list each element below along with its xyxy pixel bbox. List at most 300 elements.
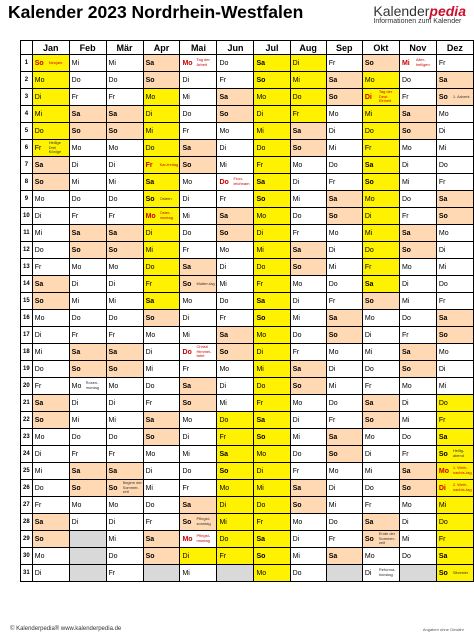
day-cell[interactable] — [399, 480, 436, 497]
day-cell[interactable] — [143, 174, 180, 191]
day-cell[interactable] — [254, 565, 290, 582]
day-cell[interactable] — [290, 463, 326, 480]
day-cell[interactable] — [436, 327, 473, 344]
day-cell[interactable] — [69, 242, 106, 259]
day-cell[interactable] — [106, 242, 143, 259]
day-cell[interactable] — [32, 361, 69, 378]
day-cell[interactable] — [32, 497, 69, 514]
day-cell[interactable] — [143, 497, 180, 514]
day-cell[interactable] — [254, 310, 290, 327]
day-cell[interactable] — [69, 276, 106, 293]
day-cell[interactable] — [143, 208, 180, 225]
day-cell[interactable] — [217, 293, 254, 310]
day-cell[interactable] — [254, 208, 290, 225]
day-cell[interactable] — [436, 463, 473, 480]
day-cell[interactable] — [106, 412, 143, 429]
day-cell[interactable] — [254, 429, 290, 446]
day-cell[interactable] — [106, 548, 143, 565]
day-cell[interactable] — [326, 344, 362, 361]
day-cell[interactable] — [362, 344, 399, 361]
day-cell[interactable] — [399, 208, 436, 225]
day-cell[interactable] — [143, 361, 180, 378]
day-cell[interactable] — [180, 191, 217, 208]
day-cell[interactable] — [69, 514, 106, 531]
day-cell[interactable] — [290, 191, 326, 208]
day-cell[interactable] — [254, 378, 290, 395]
day-cell[interactable] — [106, 395, 143, 412]
day-cell[interactable] — [399, 446, 436, 463]
day-cell[interactable] — [69, 225, 106, 242]
day-cell[interactable] — [106, 344, 143, 361]
day-cell[interactable] — [254, 344, 290, 361]
day-cell[interactable] — [32, 565, 69, 582]
day-cell[interactable] — [217, 378, 254, 395]
day-cell[interactable] — [362, 548, 399, 565]
day-cell[interactable] — [326, 429, 362, 446]
day-cell[interactable] — [217, 531, 254, 548]
day-cell[interactable] — [217, 225, 254, 242]
day-cell[interactable] — [290, 276, 326, 293]
day-cell[interactable] — [180, 497, 217, 514]
day-cell[interactable] — [326, 276, 362, 293]
day-cell[interactable] — [362, 89, 399, 106]
day-cell[interactable] — [32, 412, 69, 429]
day-cell[interactable] — [106, 276, 143, 293]
day-cell[interactable] — [399, 191, 436, 208]
day-cell[interactable] — [180, 480, 217, 497]
day-cell[interactable] — [436, 497, 473, 514]
day-cell[interactable] — [326, 497, 362, 514]
day-cell[interactable] — [326, 531, 362, 548]
day-cell[interactable] — [143, 259, 180, 276]
day-cell[interactable] — [106, 106, 143, 123]
day-cell[interactable] — [290, 497, 326, 514]
day-cell[interactable] — [217, 157, 254, 174]
day-cell[interactable] — [254, 497, 290, 514]
day-cell[interactable] — [143, 123, 180, 140]
day-cell[interactable] — [180, 72, 217, 89]
day-cell[interactable] — [290, 72, 326, 89]
day-cell[interactable] — [32, 310, 69, 327]
day-cell[interactable] — [399, 361, 436, 378]
day-cell[interactable] — [326, 242, 362, 259]
day-cell[interactable] — [399, 548, 436, 565]
day-cell[interactable] — [180, 89, 217, 106]
day-cell[interactable] — [436, 225, 473, 242]
day-cell[interactable] — [217, 72, 254, 89]
day-cell[interactable] — [143, 310, 180, 327]
day-cell[interactable] — [399, 429, 436, 446]
day-cell[interactable] — [254, 174, 290, 191]
day-cell[interactable] — [180, 276, 217, 293]
day-cell[interactable] — [32, 327, 69, 344]
day-cell[interactable] — [436, 89, 473, 106]
day-cell[interactable] — [106, 208, 143, 225]
day-cell[interactable] — [254, 191, 290, 208]
day-cell[interactable] — [290, 412, 326, 429]
day-cell[interactable] — [32, 140, 69, 157]
day-cell[interactable] — [106, 123, 143, 140]
day-cell[interactable] — [106, 327, 143, 344]
day-cell[interactable] — [326, 412, 362, 429]
day-cell[interactable] — [290, 395, 326, 412]
day-cell[interactable] — [254, 123, 290, 140]
day-cell[interactable] — [399, 395, 436, 412]
day-cell[interactable] — [436, 293, 473, 310]
day-cell[interactable] — [217, 106, 254, 123]
day-cell[interactable] — [143, 225, 180, 242]
day-cell[interactable] — [290, 106, 326, 123]
day-cell[interactable] — [399, 242, 436, 259]
day-cell[interactable] — [436, 378, 473, 395]
day-cell[interactable] — [69, 259, 106, 276]
day-cell[interactable] — [290, 344, 326, 361]
day-cell[interactable] — [399, 344, 436, 361]
day-cell[interactable] — [180, 565, 217, 582]
day-cell[interactable] — [217, 55, 254, 72]
day-cell[interactable] — [362, 412, 399, 429]
day-cell[interactable] — [290, 378, 326, 395]
day-cell[interactable] — [399, 293, 436, 310]
day-cell[interactable] — [180, 412, 217, 429]
day-cell[interactable] — [436, 548, 473, 565]
day-cell[interactable] — [399, 497, 436, 514]
day-cell[interactable] — [143, 72, 180, 89]
day-cell[interactable] — [290, 55, 326, 72]
day-cell[interactable] — [254, 361, 290, 378]
day-cell[interactable] — [32, 89, 69, 106]
day-cell[interactable] — [217, 242, 254, 259]
day-cell[interactable] — [362, 123, 399, 140]
day-cell[interactable] — [436, 531, 473, 548]
day-cell[interactable] — [217, 361, 254, 378]
day-cell[interactable] — [143, 429, 180, 446]
day-cell[interactable] — [290, 514, 326, 531]
day-cell[interactable] — [290, 310, 326, 327]
day-cell[interactable] — [106, 361, 143, 378]
day-cell[interactable] — [326, 174, 362, 191]
day-cell[interactable] — [290, 293, 326, 310]
day-cell[interactable] — [180, 395, 217, 412]
day-cell[interactable] — [399, 106, 436, 123]
day-cell[interactable] — [32, 191, 69, 208]
day-cell[interactable] — [362, 208, 399, 225]
day-cell[interactable] — [217, 123, 254, 140]
day-cell[interactable] — [69, 429, 106, 446]
day-cell[interactable] — [106, 463, 143, 480]
day-cell[interactable] — [436, 174, 473, 191]
day-cell[interactable] — [32, 429, 69, 446]
day-cell[interactable] — [436, 514, 473, 531]
day-cell[interactable] — [180, 531, 217, 548]
day-cell[interactable] — [254, 293, 290, 310]
day-cell[interactable] — [290, 548, 326, 565]
day-cell[interactable] — [399, 55, 436, 72]
day-cell[interactable] — [399, 123, 436, 140]
day-cell[interactable] — [436, 429, 473, 446]
day-cell[interactable] — [180, 378, 217, 395]
day-cell[interactable] — [290, 157, 326, 174]
day-cell[interactable] — [143, 242, 180, 259]
day-cell[interactable] — [69, 344, 106, 361]
day-cell[interactable] — [32, 55, 69, 72]
day-cell[interactable] — [362, 259, 399, 276]
day-cell[interactable] — [254, 72, 290, 89]
day-cell[interactable] — [362, 497, 399, 514]
day-cell[interactable] — [143, 344, 180, 361]
day-cell[interactable] — [69, 72, 106, 89]
day-cell[interactable] — [254, 225, 290, 242]
day-cell[interactable] — [180, 463, 217, 480]
day-cell[interactable] — [32, 208, 69, 225]
day-cell[interactable] — [399, 310, 436, 327]
day-cell[interactable] — [106, 429, 143, 446]
day-cell[interactable] — [217, 276, 254, 293]
day-cell[interactable] — [217, 497, 254, 514]
day-cell[interactable] — [436, 412, 473, 429]
day-cell[interactable] — [399, 378, 436, 395]
day-cell[interactable] — [69, 378, 106, 395]
day-cell[interactable] — [326, 106, 362, 123]
day-cell[interactable] — [32, 446, 69, 463]
day-cell[interactable] — [399, 174, 436, 191]
day-cell[interactable] — [69, 310, 106, 327]
day-cell[interactable] — [362, 327, 399, 344]
day-cell[interactable] — [32, 293, 69, 310]
day-cell[interactable] — [254, 531, 290, 548]
day-cell[interactable] — [362, 463, 399, 480]
day-cell[interactable] — [69, 327, 106, 344]
day-cell[interactable] — [180, 548, 217, 565]
day-cell[interactable] — [326, 259, 362, 276]
day-cell[interactable] — [143, 378, 180, 395]
day-cell[interactable] — [326, 55, 362, 72]
day-cell[interactable] — [69, 497, 106, 514]
day-cell[interactable] — [143, 327, 180, 344]
day-cell[interactable] — [362, 242, 399, 259]
day-cell[interactable] — [32, 480, 69, 497]
day-cell[interactable] — [436, 208, 473, 225]
day-cell[interactable] — [217, 514, 254, 531]
day-cell[interactable] — [326, 480, 362, 497]
day-cell[interactable] — [326, 293, 362, 310]
day-cell[interactable] — [69, 293, 106, 310]
day-cell[interactable] — [399, 412, 436, 429]
day-cell[interactable] — [362, 72, 399, 89]
day-cell[interactable] — [143, 548, 180, 565]
day-cell[interactable] — [436, 310, 473, 327]
day-cell[interactable] — [399, 327, 436, 344]
day-cell[interactable] — [290, 208, 326, 225]
day-cell[interactable] — [326, 463, 362, 480]
day-cell[interactable] — [254, 242, 290, 259]
day-cell[interactable] — [32, 344, 69, 361]
day-cell[interactable] — [362, 565, 399, 582]
day-cell[interactable] — [143, 480, 180, 497]
day-cell[interactable] — [290, 259, 326, 276]
day-cell[interactable] — [326, 327, 362, 344]
day-cell[interactable] — [436, 395, 473, 412]
day-cell[interactable] — [143, 446, 180, 463]
day-cell[interactable] — [399, 157, 436, 174]
day-cell[interactable] — [362, 531, 399, 548]
day-cell[interactable] — [32, 378, 69, 395]
day-cell[interactable] — [399, 89, 436, 106]
day-cell[interactable] — [399, 531, 436, 548]
day-cell[interactable] — [254, 395, 290, 412]
day-cell[interactable] — [180, 174, 217, 191]
day-cell[interactable] — [217, 259, 254, 276]
day-cell[interactable] — [254, 446, 290, 463]
day-cell[interactable] — [326, 191, 362, 208]
day-cell[interactable] — [180, 259, 217, 276]
day-cell[interactable] — [106, 293, 143, 310]
day-cell[interactable] — [399, 72, 436, 89]
day-cell[interactable] — [326, 157, 362, 174]
day-cell[interactable] — [326, 310, 362, 327]
day-cell[interactable] — [106, 174, 143, 191]
day-cell[interactable] — [32, 259, 69, 276]
day-cell[interactable] — [106, 157, 143, 174]
day-cell[interactable] — [436, 276, 473, 293]
day-cell[interactable] — [436, 140, 473, 157]
day-cell[interactable] — [217, 327, 254, 344]
day-cell[interactable] — [69, 106, 106, 123]
day-cell[interactable] — [254, 55, 290, 72]
day-cell[interactable] — [106, 259, 143, 276]
day-cell[interactable] — [326, 378, 362, 395]
day-cell[interactable] — [143, 531, 180, 548]
day-cell[interactable] — [326, 361, 362, 378]
day-cell[interactable] — [254, 89, 290, 106]
day-cell[interactable] — [106, 191, 143, 208]
day-cell[interactable] — [69, 123, 106, 140]
day-cell[interactable] — [326, 89, 362, 106]
day-cell[interactable] — [106, 72, 143, 89]
day-cell[interactable] — [399, 514, 436, 531]
day-cell[interactable] — [32, 225, 69, 242]
day-cell[interactable] — [436, 157, 473, 174]
day-cell[interactable] — [32, 157, 69, 174]
day-cell[interactable] — [254, 106, 290, 123]
day-cell[interactable] — [326, 514, 362, 531]
day-cell[interactable] — [217, 344, 254, 361]
day-cell[interactable] — [143, 157, 180, 174]
day-cell[interactable] — [32, 276, 69, 293]
day-cell[interactable] — [106, 480, 143, 497]
day-cell[interactable] — [290, 225, 326, 242]
day-cell[interactable] — [217, 412, 254, 429]
day-cell[interactable] — [180, 225, 217, 242]
day-cell[interactable] — [106, 446, 143, 463]
day-cell[interactable] — [180, 429, 217, 446]
day-cell[interactable] — [436, 361, 473, 378]
day-cell[interactable] — [399, 225, 436, 242]
day-cell[interactable] — [362, 191, 399, 208]
day-cell[interactable] — [436, 565, 473, 582]
day-cell[interactable] — [32, 72, 69, 89]
brand-logo[interactable] — [373, 3, 466, 25]
day-cell[interactable] — [180, 242, 217, 259]
day-cell[interactable] — [290, 327, 326, 344]
day-cell[interactable] — [362, 378, 399, 395]
day-cell[interactable] — [32, 514, 69, 531]
day-cell[interactable] — [326, 225, 362, 242]
day-cell[interactable] — [326, 395, 362, 412]
day-cell[interactable] — [290, 361, 326, 378]
day-cell[interactable] — [290, 565, 326, 582]
day-cell[interactable] — [217, 548, 254, 565]
day-cell[interactable] — [290, 140, 326, 157]
day-cell[interactable] — [254, 140, 290, 157]
day-cell[interactable] — [217, 174, 254, 191]
day-cell[interactable] — [32, 531, 69, 548]
day-cell[interactable] — [180, 293, 217, 310]
day-cell[interactable] — [143, 106, 180, 123]
day-cell[interactable] — [180, 361, 217, 378]
day-cell[interactable] — [217, 395, 254, 412]
day-cell[interactable] — [143, 55, 180, 72]
day-cell[interactable] — [436, 446, 473, 463]
day-cell[interactable] — [143, 276, 180, 293]
day-cell[interactable] — [436, 344, 473, 361]
day-cell[interactable] — [32, 123, 69, 140]
day-cell[interactable] — [436, 191, 473, 208]
day-cell[interactable] — [362, 514, 399, 531]
day-cell[interactable] — [326, 208, 362, 225]
day-cell[interactable] — [32, 106, 69, 123]
day-cell[interactable] — [106, 89, 143, 106]
day-cell[interactable] — [180, 140, 217, 157]
day-cell[interactable] — [143, 293, 180, 310]
day-cell[interactable] — [362, 106, 399, 123]
day-cell[interactable] — [399, 276, 436, 293]
day-cell[interactable] — [69, 395, 106, 412]
day-cell[interactable] — [106, 531, 143, 548]
day-cell[interactable] — [362, 480, 399, 497]
day-cell[interactable] — [362, 225, 399, 242]
day-cell[interactable] — [362, 361, 399, 378]
day-cell[interactable] — [254, 412, 290, 429]
day-cell[interactable] — [362, 293, 399, 310]
day-cell[interactable] — [69, 412, 106, 429]
day-cell[interactable] — [217, 208, 254, 225]
day-cell[interactable] — [106, 225, 143, 242]
day-cell[interactable] — [106, 514, 143, 531]
day-cell[interactable] — [180, 55, 217, 72]
day-cell[interactable] — [217, 191, 254, 208]
day-cell[interactable] — [399, 463, 436, 480]
day-cell[interactable] — [362, 276, 399, 293]
day-cell[interactable] — [436, 259, 473, 276]
day-cell[interactable] — [436, 242, 473, 259]
day-cell[interactable] — [106, 310, 143, 327]
day-cell[interactable] — [69, 140, 106, 157]
day-cell[interactable] — [362, 429, 399, 446]
day-cell[interactable] — [436, 106, 473, 123]
day-cell[interactable] — [69, 463, 106, 480]
day-cell[interactable] — [217, 480, 254, 497]
footer-copyright[interactable]: © Kalenderpedia® www.kalenderpedia.de — [10, 626, 122, 632]
day-cell[interactable] — [326, 72, 362, 89]
day-cell[interactable] — [254, 514, 290, 531]
day-cell[interactable] — [326, 140, 362, 157]
day-cell[interactable] — [32, 463, 69, 480]
day-cell[interactable] — [362, 174, 399, 191]
day-cell[interactable] — [69, 446, 106, 463]
day-cell[interactable] — [69, 208, 106, 225]
day-cell[interactable] — [32, 548, 69, 565]
